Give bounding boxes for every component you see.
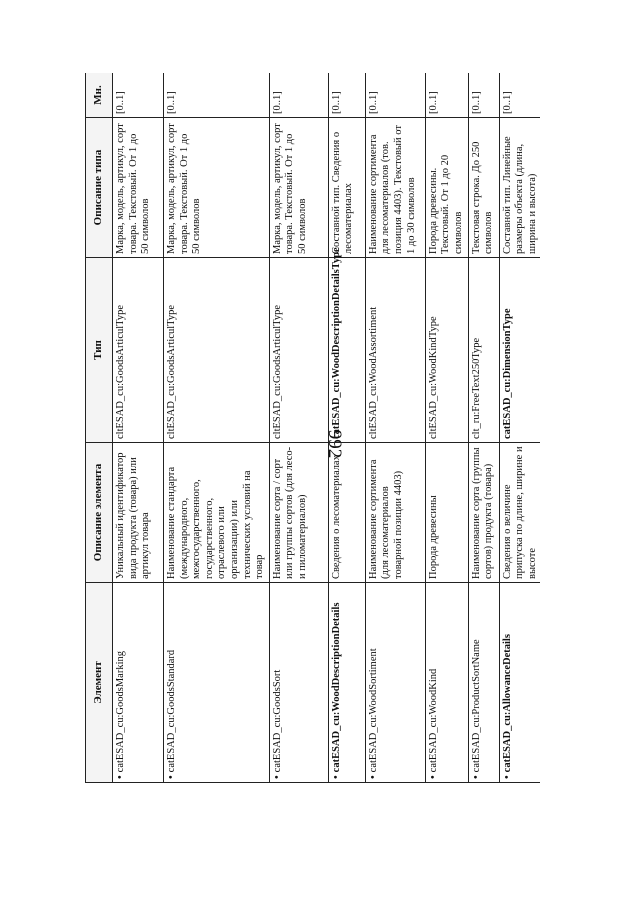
element-cell: •catESAD_cu:GoodsMarking — [113, 583, 164, 783]
multiplicity-cell: [0..1] — [269, 73, 328, 118]
element-cell: •catESAD_cu:GoodsStandard — [164, 583, 270, 783]
table-row — [164, 73, 270, 783]
header-element-description: Описание элемента — [86, 443, 113, 583]
table-row — [113, 73, 164, 783]
table-row — [499, 73, 540, 783]
bullet-marker: • — [470, 775, 482, 779]
table-row — [365, 73, 425, 783]
table-row — [468, 73, 499, 783]
type-cell: cltESAD_cu:WoodAssortiment — [365, 258, 425, 443]
bullet-marker: • — [501, 775, 513, 779]
element-cell: •catESAD_cu:GoodsSort — [269, 583, 328, 783]
element-description-cell: Уникальный идентификатор вида продукта (товара) или артикул товара — [113, 443, 164, 583]
type-cell: cltESAD_cu:WoodKindType — [425, 258, 468, 443]
bullet-marker: • — [115, 775, 126, 779]
table-row — [425, 73, 468, 783]
type-cell: cltESAD_cu:GoodsArticulType — [113, 258, 164, 443]
schema-table — [85, 73, 540, 783]
type-description-cell: Наименование сортимента для лесоматериалов (тов. позиция 4403). Текстовый от 1 до 30 символов — [365, 118, 425, 258]
element-description-cell: Наименование сорта / сорт или группы сортов (для лесо- и пиломатериалов) — [269, 443, 328, 583]
element-cell: •catESAD_cu:WoodDescriptionDetails — [328, 583, 365, 783]
type-description-cell: Текстовая строка. До 250 символов — [468, 118, 499, 258]
bullet-marker: • — [367, 775, 379, 779]
element-cell: •catESAD_cu:WoodKind — [425, 583, 468, 783]
type-description-cell: Составной тип. Линейные размеры объекта (длина, ширина и высота) — [499, 118, 540, 258]
table-row — [328, 73, 365, 783]
type-description-cell: Порода древесины. Текстовый. От 1 до 20 символов — [425, 118, 468, 258]
bullet-marker: • — [330, 775, 342, 779]
type-description-cell: Марка, модель, артикул, сорт товара. Текстовый. От 1 до 50 символов — [164, 118, 270, 258]
multiplicity-cell: [0..1] — [113, 73, 164, 118]
rotated-table-frame — [85, 73, 540, 783]
multiplicity-cell: [0..1] — [328, 73, 365, 118]
type-cell: cltESAD_cu:GoodsArticulType — [269, 258, 328, 443]
type-cell: clt_ru:FreeText250Type — [468, 258, 499, 443]
element-description-cell: Наименование сорта (группы сортов) продукта (товара) — [468, 443, 499, 583]
table-header-row — [86, 73, 113, 783]
rotated-table-container — [85, 73, 540, 783]
type-description-cell: Марка, модель, артикул, сорт товара. Текстовый. От 1 до 50 символов — [113, 118, 164, 258]
header-multiplicity: Мн. — [86, 73, 113, 118]
type-cell: catESAD_cu:WoodDescriptionDetailsType — [328, 258, 365, 443]
header-element: Элемент — [86, 583, 113, 783]
type-description-cell: Марка, модель, артикул, сорт товара. Текстовый. От 1 до 50 символов — [269, 118, 328, 258]
bullet-marker: • — [166, 775, 177, 779]
element-description-cell: Порода древесины — [425, 443, 468, 583]
element-description-cell: Наименование сортимента (для лесоматериалов товарной позиции 4403) — [365, 443, 425, 583]
element-cell: •catESAD_cu:AllowanceDetails — [499, 583, 540, 783]
bullet-marker: • — [427, 775, 439, 779]
table-row — [269, 73, 328, 783]
element-cell: •catESAD_cu:WoodSortiment — [365, 583, 425, 783]
multiplicity-cell: [0..1] — [499, 73, 540, 118]
multiplicity-cell: [0..1] — [425, 73, 468, 118]
element-description-cell: Сведения о величине припуска по длине, ширине и высоте — [499, 443, 540, 583]
multiplicity-cell: [0..1] — [468, 73, 499, 118]
header-type-description: Описание типа — [86, 118, 113, 258]
element-description-cell: Наименование стандарта (международного, межгосударственного, государственного, отраслевого или организации) или технических условий на товар — [164, 443, 270, 583]
page-number: 992 — [324, 429, 345, 459]
type-cell: cltESAD_cu:GoodsArticulType — [164, 258, 270, 443]
type-description-cell: Составной тип. Сведения о лесоматериалах — [328, 118, 365, 258]
bullet-marker: • — [271, 775, 283, 779]
header-type: Тип — [86, 258, 113, 443]
multiplicity-cell: [0..1] — [365, 73, 425, 118]
element-description-cell: Сведения о лесоматериалах — [328, 443, 365, 583]
element-cell: •catESAD_cu:ProductSortName — [468, 583, 499, 783]
type-cell: catESAD_cu:DimensionType — [499, 258, 540, 443]
multiplicity-cell: [0..1] — [164, 73, 270, 118]
